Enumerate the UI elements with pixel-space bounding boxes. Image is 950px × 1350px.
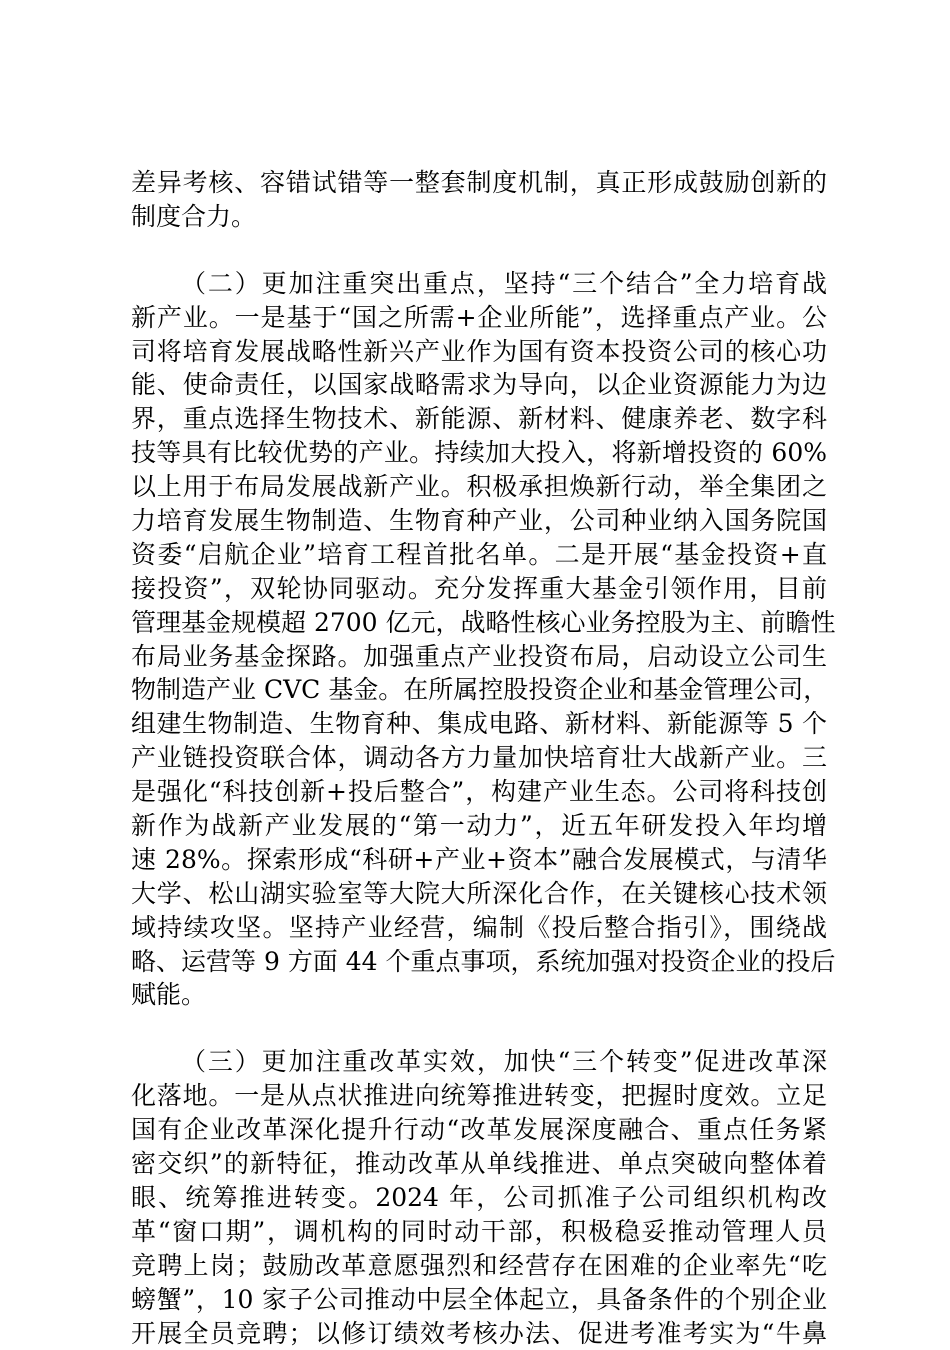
text-line: 资委“启航企业”培育工程首批名单。二是开展“基金投资+直 xyxy=(131,538,827,572)
paragraph-section-three xyxy=(131,1045,827,1350)
text-line: 略、运营等 9 方面 44 个重点事项，系统加强对投资企业的投后 xyxy=(131,945,827,979)
text-line: 开展全员竞聘；以修订绩效考核办法、促进考准考实为“牛鼻 xyxy=(131,1317,827,1350)
text-line: 密交织”的新特征，推动改革从单线推进、单点突破向整体着 xyxy=(131,1147,827,1181)
text-line: 产业链投资联合体，调动各方力量加快培育壮大战新产业。三 xyxy=(131,741,827,775)
text-line: 是强化“科技创新+投后整合”，构建产业生态。公司将科技创 xyxy=(131,775,827,809)
text-line: 眼、统筹推进转变。2024 年，公司抓准子公司组织机构改 xyxy=(131,1181,827,1215)
text-line: 接投资”，双轮协同驱动。充分发挥重大基金引领作用，目前 xyxy=(131,572,827,606)
text-line: 制度合力。 xyxy=(131,200,827,234)
text-line: 赋能。 xyxy=(131,978,827,1012)
text-line: 能、使命责任，以国家战略需求为导向，以企业资源能力为边 xyxy=(131,368,827,402)
document-page xyxy=(131,166,827,1350)
text-line: 螃蟹”，10 家子公司推动中层全体起立，具备条件的个别企业 xyxy=(131,1283,827,1317)
text-line: 司将培育发展战略性新兴产业作为国有资本投资公司的核心功 xyxy=(131,335,827,369)
text-line: 技等具有比较优势的产业。持续加大投入，将新增投资的 60% xyxy=(131,436,827,470)
text-line: （三）更加注重改革实效，加快“三个转变”促进改革深 xyxy=(131,1045,827,1079)
text-line: 革“窗口期”，调机构的同时动干部，积极稳妥推动管理人员 xyxy=(131,1215,827,1249)
paragraph-continuation xyxy=(131,166,827,234)
text-line: 力培育发展生物制造、生物育种产业，公司种业纳入国务院国 xyxy=(131,504,827,538)
text-line: 布局业务基金探路。加强重点产业投资布局，启动设立公司生 xyxy=(131,640,827,674)
text-line: 速 28%。探索形成“科研+产业+资本”融合发展模式，与清华 xyxy=(131,843,827,877)
text-line: 大学、松山湖实验室等大院大所深化合作，在关键核心技术领 xyxy=(131,877,827,911)
text-line: 组建生物制造、生物育种、集成电路、新材料、新能源等 5 个 xyxy=(131,707,827,741)
text-line: 管理基金规模超 2700 亿元，战略性核心业务控股为主、前瞻性 xyxy=(131,606,827,640)
text-line: 域持续攻坚。坚持产业经营，编制《投后整合指引》，围绕战 xyxy=(131,911,827,945)
text-line: 界，重点选择生物技术、新能源、新材料、健康养老、数字科 xyxy=(131,402,827,436)
text-line: 国有企业改革深化提升行动“改革发展深度融合、重点任务紧 xyxy=(131,1113,827,1147)
text-line: 差异考核、容错试错等一整套制度机制，真正形成鼓励创新的 xyxy=(131,166,827,200)
text-line: 以上用于布局发展战新产业。积极承担焕新行动，举全集团之 xyxy=(131,470,827,504)
text-line: 竞聘上岗；鼓励改革意愿强烈和经营存在困难的企业率先“吃 xyxy=(131,1249,827,1283)
text-line: 新产业。一是基于“国之所需+企业所能”，选择重点产业。公 xyxy=(131,301,827,335)
text-line: （二）更加注重突出重点，坚持“三个结合”全力培育战 xyxy=(131,267,827,301)
paragraph-section-two xyxy=(131,267,827,1013)
text-line: 化落地。一是从点状推进向统筹推进转变，把握时度效。立足 xyxy=(131,1079,827,1113)
text-line: 新作为战新产业发展的“第一动力”，近五年研发投入年均增 xyxy=(131,809,827,843)
text-line: 物制造产业 CVC 基金。在所属控股投资企业和基金管理公司， xyxy=(131,673,827,707)
